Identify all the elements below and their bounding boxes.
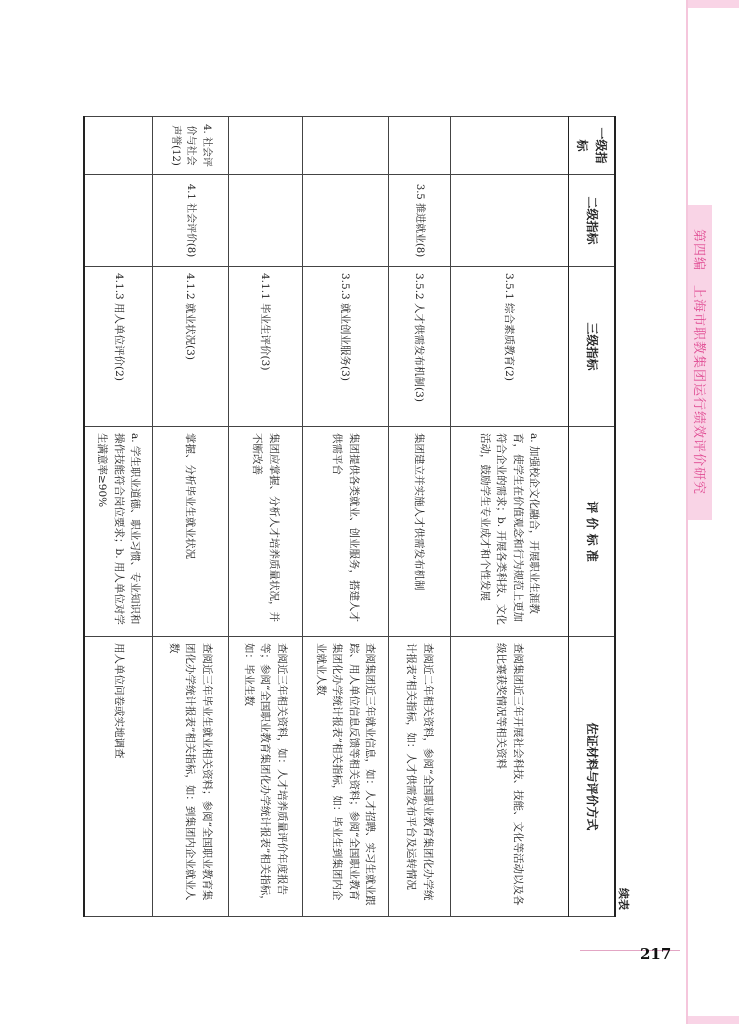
cell-level3: 3.5.1 综合素质教育(2) <box>450 267 568 427</box>
cell-standard: a. 学生职业道德、职业习惯、专业知识和操作技能符合岗位要求；b. 用人单位对学生满意率≥90% <box>84 427 152 637</box>
margin-tab-top <box>688 0 739 8</box>
cell-standard: a. 加强校企文化融合，开展职业生涯教育，使学生在价值观念和行为规范上更加符合企业的需求；b. 开展各类科技、文化活动，鼓励学生专业成才和个性发展 <box>450 427 568 637</box>
cell-level2 <box>228 175 302 267</box>
evaluation-table <box>83 116 616 917</box>
cell-level2: 3.5 推进就业(8) <box>388 175 450 267</box>
header-level2: 二级指标 <box>568 175 615 267</box>
cell-level1 <box>450 117 568 175</box>
cell-evidence: 查阅近三年毕业生就业相关资料；参阅“全国职业教育集团化办学统计报表”相关指标，如：到集团内企业就业人数 <box>152 637 228 917</box>
cell-level2 <box>302 175 388 267</box>
header-level1: 一级指标 <box>568 117 615 175</box>
header-evidence: 佐证材料与评价方式 <box>568 637 615 917</box>
page-number: 217 <box>640 945 672 963</box>
cell-level3: 4.1.2 就业状况(3) <box>152 267 228 427</box>
table-row <box>84 117 152 917</box>
cell-level1 <box>302 117 388 175</box>
cell-evidence: 查阅集团近三年开展社会科技、技能、文化等活动以及各级比赛获奖情况等相关资料 <box>450 637 568 917</box>
cell-level1 <box>84 117 152 175</box>
cell-level1: 4. 社会评价与社会声誉(12) <box>152 117 228 175</box>
header-standard: 评 价 标 准 <box>568 427 615 637</box>
header-level3: 三级指标 <box>568 267 615 427</box>
evaluation-table-wrapper <box>96 116 630 916</box>
cell-standard: 集团提供各类就业、创业服务，搭建人才供需平台 <box>302 427 388 637</box>
cell-evidence: 查阅近二年相关资料，参阅“全国职业教育集团化办学统计报表”相关指标，如：人才供需发布平台及运转情况 <box>388 637 450 917</box>
continuation-label: 续表 <box>617 888 630 910</box>
rotated-table-area <box>96 116 630 916</box>
cell-standard: 掌握、分析毕业生就业状况 <box>152 427 228 637</box>
table-row <box>450 117 568 917</box>
table-row <box>228 117 302 917</box>
cell-level2 <box>84 175 152 267</box>
cell-level2: 4.1 社会评价(8) <box>152 175 228 267</box>
cell-level1 <box>388 117 450 175</box>
table-row <box>388 117 450 917</box>
table-row <box>152 117 228 917</box>
cell-evidence: 查阅集团近三年就业信息，如：人才招聘、实习生就业跟踪、用人单位信息反馈等相关资料；参阅“全国职业教育集团化办学统计报表”相关指标，如：毕业生到集团内企业就业人数 <box>302 637 388 917</box>
cell-standard: 集团建立并实施人才供需发布机制 <box>388 427 450 637</box>
table-header-row <box>568 117 615 917</box>
table-row <box>302 117 388 917</box>
cell-level3: 4.1.1 毕业生评价(3) <box>228 267 302 427</box>
cell-evidence: 用人单位问卷或实地调查 <box>84 637 152 917</box>
cell-level2 <box>450 175 568 267</box>
cell-level3: 4.1.3 用人单位评价(2) <box>84 267 152 427</box>
cell-evidence: 查阅近三年相关资料，如：人才培养质量评价年度报告等；参阅“全国职业教育集团化办学统计报表”相关指标，如：毕业生数 <box>228 637 302 917</box>
cell-standard: 集团应掌握、分析人才培养质量状况，并不断改善 <box>228 427 302 637</box>
margin-tab-bottom <box>688 1016 739 1024</box>
cell-level1 <box>228 117 302 175</box>
cell-level3: 3.5.2 人才供需发布机制(3) <box>388 267 450 427</box>
cell-level3: 3.5.3 就业创业服务(3) <box>302 267 388 427</box>
chapter-label: 第四编 上海市职教集团运行绩效评价研究 <box>691 228 706 495</box>
